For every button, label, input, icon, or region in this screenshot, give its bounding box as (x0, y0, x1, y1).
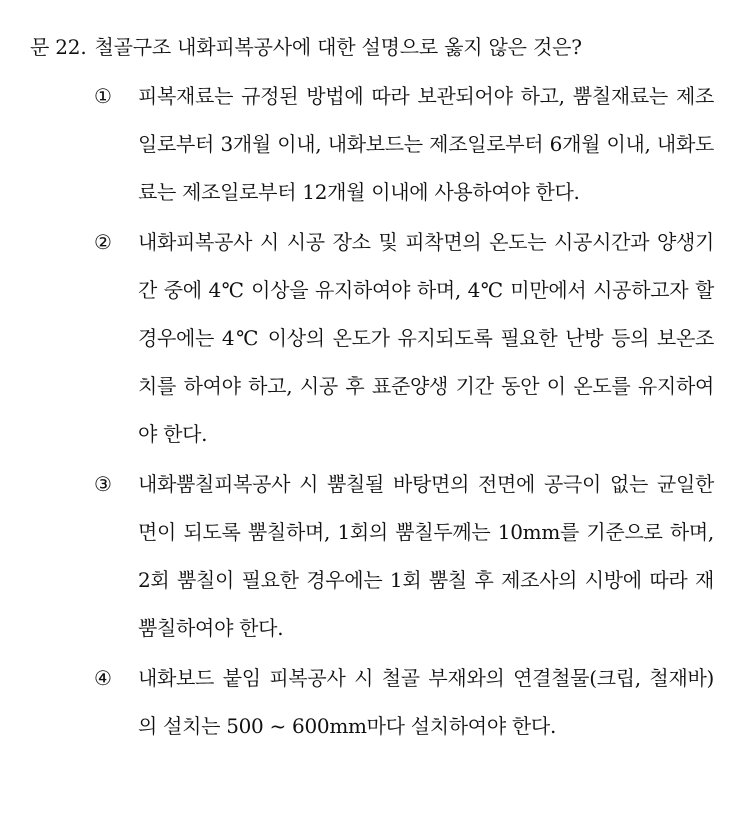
option-marker: ③ (94, 472, 112, 496)
option-marker: ② (94, 230, 112, 254)
option-text: 내화보드 붙임 피복공사 시 철골 부재와의 연결철물(크립, 철재바)의 설치는 500 ~ 600mm마다 설치하여야 한다. (138, 666, 714, 738)
option-text: 내화뿜칠피복공사 시 뿜칠될 바탕면의 전면에 공극이 없는 균일한 면이 되도록 뿜칠하며, 1회의 뿜칠두께는 10mm를 기준으로 하며, 2회 뿜칠이 필요한 경우에는 1회 뿜칠 후 제조사의 시방에 따라 재뿜칠하여야 한다. (138, 472, 714, 640)
option-text: 내화피복공사 시 시공 장소 및 피착면의 온도는 시공시간과 양생기간 중에 4℃ 이상을 유지하여야 하며, 4℃ 미만에서 시공하고자 할 경우에는 4℃ 이상의 온도가 유지되도록 필요한 난방 등의 보온조치를 하여야 하고, 시공 후 표준양생 기간 동안 이 온도를 유지하여야 한다. (138, 230, 714, 446)
option-2 (94, 218, 714, 458)
option-3 (94, 460, 714, 652)
question-number: 문 22. (30, 35, 87, 59)
option-marker: ④ (94, 666, 112, 690)
option-4 (94, 654, 714, 750)
question-text: 철골구조 내화피복공사에 대한 설명으로 옳지 않은 것은? (94, 35, 582, 59)
answer-options (94, 72, 714, 752)
question-stem (30, 22, 730, 72)
option-1 (94, 72, 714, 216)
option-marker: ① (94, 84, 112, 108)
option-text: 피복재료는 규정된 방법에 따라 보관되어야 하고, 뿜칠재료는 제조일로부터 3개월 이내, 내화보드는 제조일로부터 6개월 이내, 내화도료는 제조일로부터 12개월 이내에 사용하여야 한다. (138, 84, 714, 204)
